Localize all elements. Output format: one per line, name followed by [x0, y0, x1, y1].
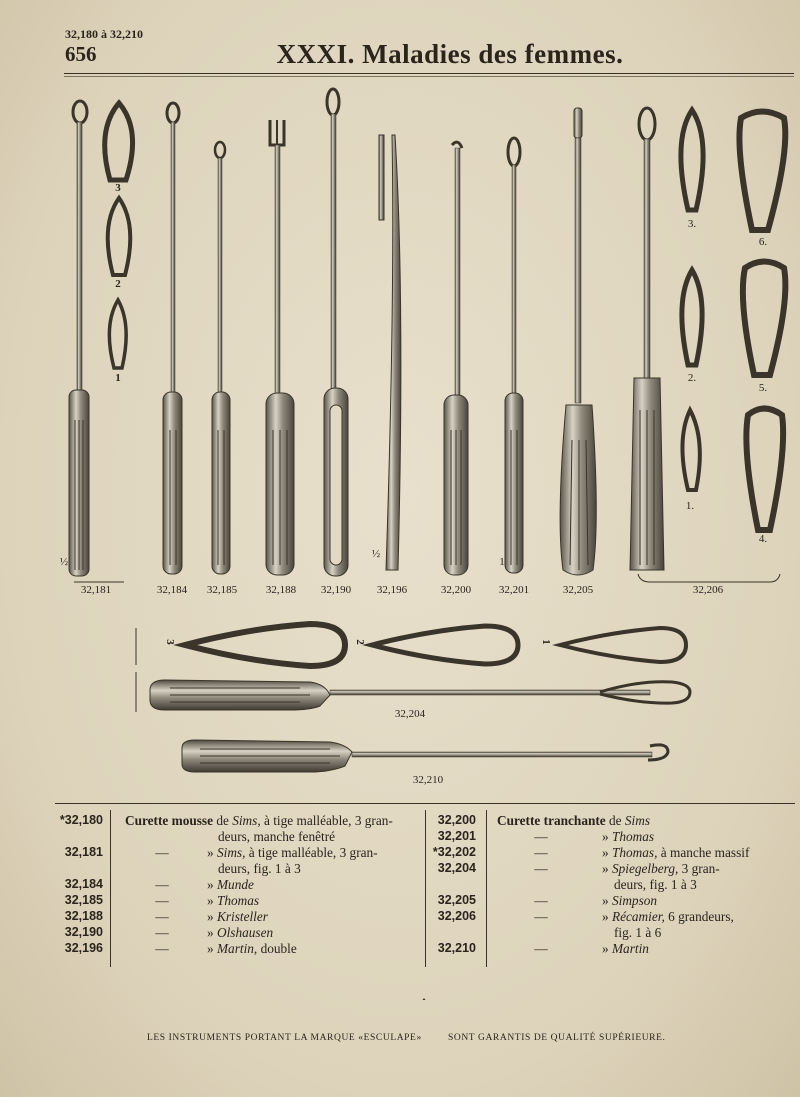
label-r-loop-6: 6.: [758, 236, 768, 248]
label-r-loop-5: 5.: [758, 382, 768, 394]
label-r-loop-3: 3.: [687, 218, 697, 230]
spiegelberg-loops: [185, 624, 686, 666]
label-32210: 32,210: [412, 774, 444, 786]
label-32201: 32,201: [498, 584, 530, 596]
label-32204: 32,204: [394, 708, 426, 720]
curette-32205: [560, 108, 596, 575]
label-32200: 32,200: [440, 584, 472, 596]
label-r-loop-1: 1.: [685, 500, 695, 512]
label-loop-3: 3: [115, 182, 121, 194]
label-r-loop-2: 2.: [687, 372, 697, 384]
recamier-loops: [681, 110, 785, 530]
table-top-rule: [55, 803, 795, 804]
catalog-page: 32,180 à 32,210 656 XXXI. Maladies des femmes. 32,181 32,184 32,185 32,188 32,190 32,196 32,200 32,201 32,205 32,206 32,204 32,210 3 2 1 3. 6. 2. 5. 1. 4. 3 2 1 ½ ½ 1 *32,180 Curette mousse de Sims, à tige malléable, 3 gran- deurs, manche fenêtré 32,181 — » Sims, à tige malléable, 3 gran- deurs, fig. 1 à 3 32,184 — » Munde 32,185 — » Thomas 32,188 — » Kristeller 32,190 — » Olshausen 32,196 — » Martin, double 32,200 Curette tranchante de Sims 32,201 — » Thomas *32,202 — » Thomas, à manche massif 32,204 — » Spiegelberg, 3 gran- deurs, fig. 1 à 3 32,205 — » Simpson 32,206 — » Récamier, 6 grandeurs, fig. 1 à 6 32,210 — » Martin LES INSTRUMENTS PORTANT LA MARQUE «ESCULAPE» SONT GARANTIS DE QUALITÉ SUPÉRIEURE.: [0, 0, 800, 1097]
loop-3: [105, 103, 133, 180]
label-loop-1: 1: [115, 372, 121, 384]
footer-left-text: LES INSTRUMENTS PORTANT LA MARQUE «ESCULAPE»: [147, 1033, 422, 1043]
curette-32185: [212, 142, 230, 574]
curette-32188: [266, 120, 294, 575]
label-32206: 32,206: [692, 584, 724, 596]
curette-32181: [69, 101, 89, 576]
label-32185: 32,185: [206, 584, 238, 596]
curette-32184: [163, 103, 182, 574]
scale-half-left: ½: [59, 556, 69, 568]
label-32205: 32,205: [562, 584, 594, 596]
label-32188: 32,188: [265, 584, 297, 596]
label-h-loop-2: 2: [354, 639, 366, 645]
label-r-loop-4: 4.: [758, 533, 768, 545]
page-title: XXXI. Maladies des femmes.: [276, 39, 624, 69]
scale-one: 1: [499, 556, 505, 568]
label-h-loop-3: 3: [164, 639, 176, 645]
label-32196: 32,196: [376, 584, 408, 596]
page-number: 656: [65, 42, 97, 66]
label-32181: 32,181: [80, 584, 112, 596]
curette-32190: [324, 89, 348, 576]
label-32190: 32,190: [320, 584, 352, 596]
curette-32204: [150, 680, 690, 710]
number-range: 32,180 à 32,210: [65, 27, 143, 41]
label-h-loop-1: 1: [540, 639, 552, 645]
curette-32200: [444, 142, 468, 575]
loop-2: [108, 198, 131, 275]
curette-32210: [182, 740, 668, 772]
curette-32206: [630, 108, 664, 570]
curette-32201: [505, 138, 523, 573]
label-loop-2: 2: [115, 278, 121, 290]
label-32184: 32,184: [156, 584, 188, 596]
scale-half-mid: ½: [371, 548, 381, 560]
table-col-rule-1: [110, 810, 111, 967]
footer-right-text: SONT GARANTIS DE QUALITÉ SUPÉRIEURE.: [448, 1033, 666, 1043]
table-col-rule-3: [486, 810, 487, 967]
curette-32196: [379, 135, 401, 570]
loop-1: [109, 300, 126, 368]
esculape-trademark-logo: [410, 998, 438, 1000]
